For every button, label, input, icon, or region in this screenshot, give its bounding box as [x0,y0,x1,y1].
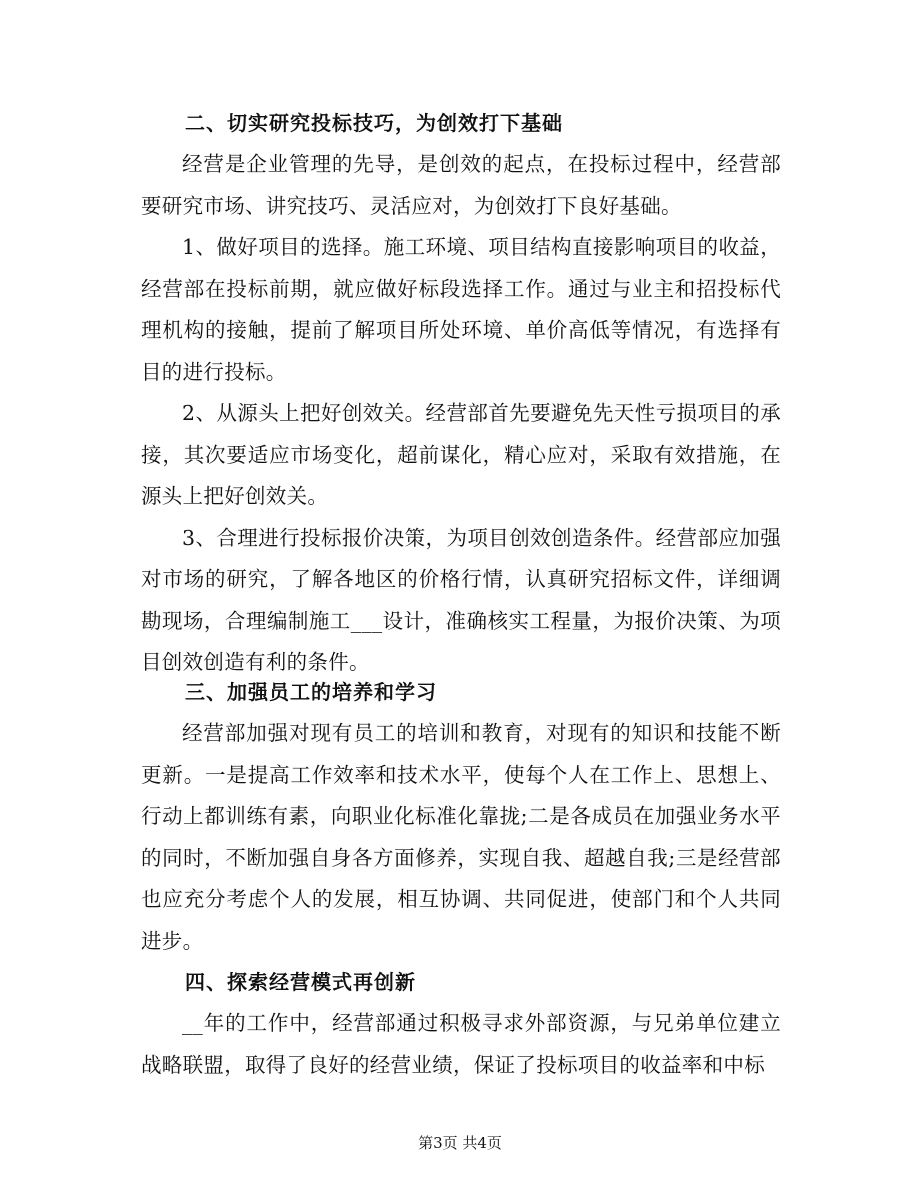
paragraph: 2、从源头上把好创效关。经营部首先要避免先天性亏损项目的承接，其次要适应市场变化，超前谋化，精心应对，采取有效措施，在源头上把好创效关。 [141,401,781,508]
section-heading: 四、探索经营模式再创新 [185,970,416,994]
section-4-body [141,1003,781,1086]
paragraph: __年的工作中，经营部通过积极寻求外部资源，与兄弟单位建立战略联盟，取得了良好的经营业绩，保证了投标项目的收益率和中标 [141,1011,781,1077]
section-2 [141,111,781,135]
section-heading: 三、加强员工的培养和学习 [185,680,437,704]
paragraph: 3、合理进行投标报价决策，为项目创效创造条件。经营部应加强对市场的研究，了解各地区的价格行情，认真研究招标文件，详细调勘现场，合理编制施工___设计，准确核实工程量，为报价决策、为项目创效创造有利的条件。 [141,525,781,674]
section-4 [141,970,781,994]
paragraph: 经营部加强对现有员工的培训和教育，对现有的知识和技能不断更新。一是提高工作效率和技术水平，使每个人在工作上、思想上、行动上都训练有素，向职业化标准化靠拢;二是各成员在加强业务水平的同时，不断加强自身各方面修养，实现自我、超越自我;三是经营部也应充分考虑个人的发展，相互协调、共同促进，使部门和个人共同进步。 [141,721,781,953]
section-2-body [141,144,781,684]
section-3-body [141,713,781,962]
section-3 [141,680,781,704]
paragraph: 经营是企业管理的先导，是创效的起点，在投标过程中，经营部要研究市场、讲究技巧、灵活应对，为创效打下良好基础。 [141,152,781,218]
section-heading: 二、切实研究投标技巧，为创效打下基础 [185,111,563,135]
paragraph: 1、做好项目的选择。施工环境、项目结构直接影响项目的收益，经营部在投标前期，就应做好标段选择工作。通过与业主和招投标代理机构的接触，提前了解项目所处环境、单价高低等情况，有选择有目的进行投标。 [141,235,781,384]
page-footer: 第3页 共4页 [418,1134,502,1152]
